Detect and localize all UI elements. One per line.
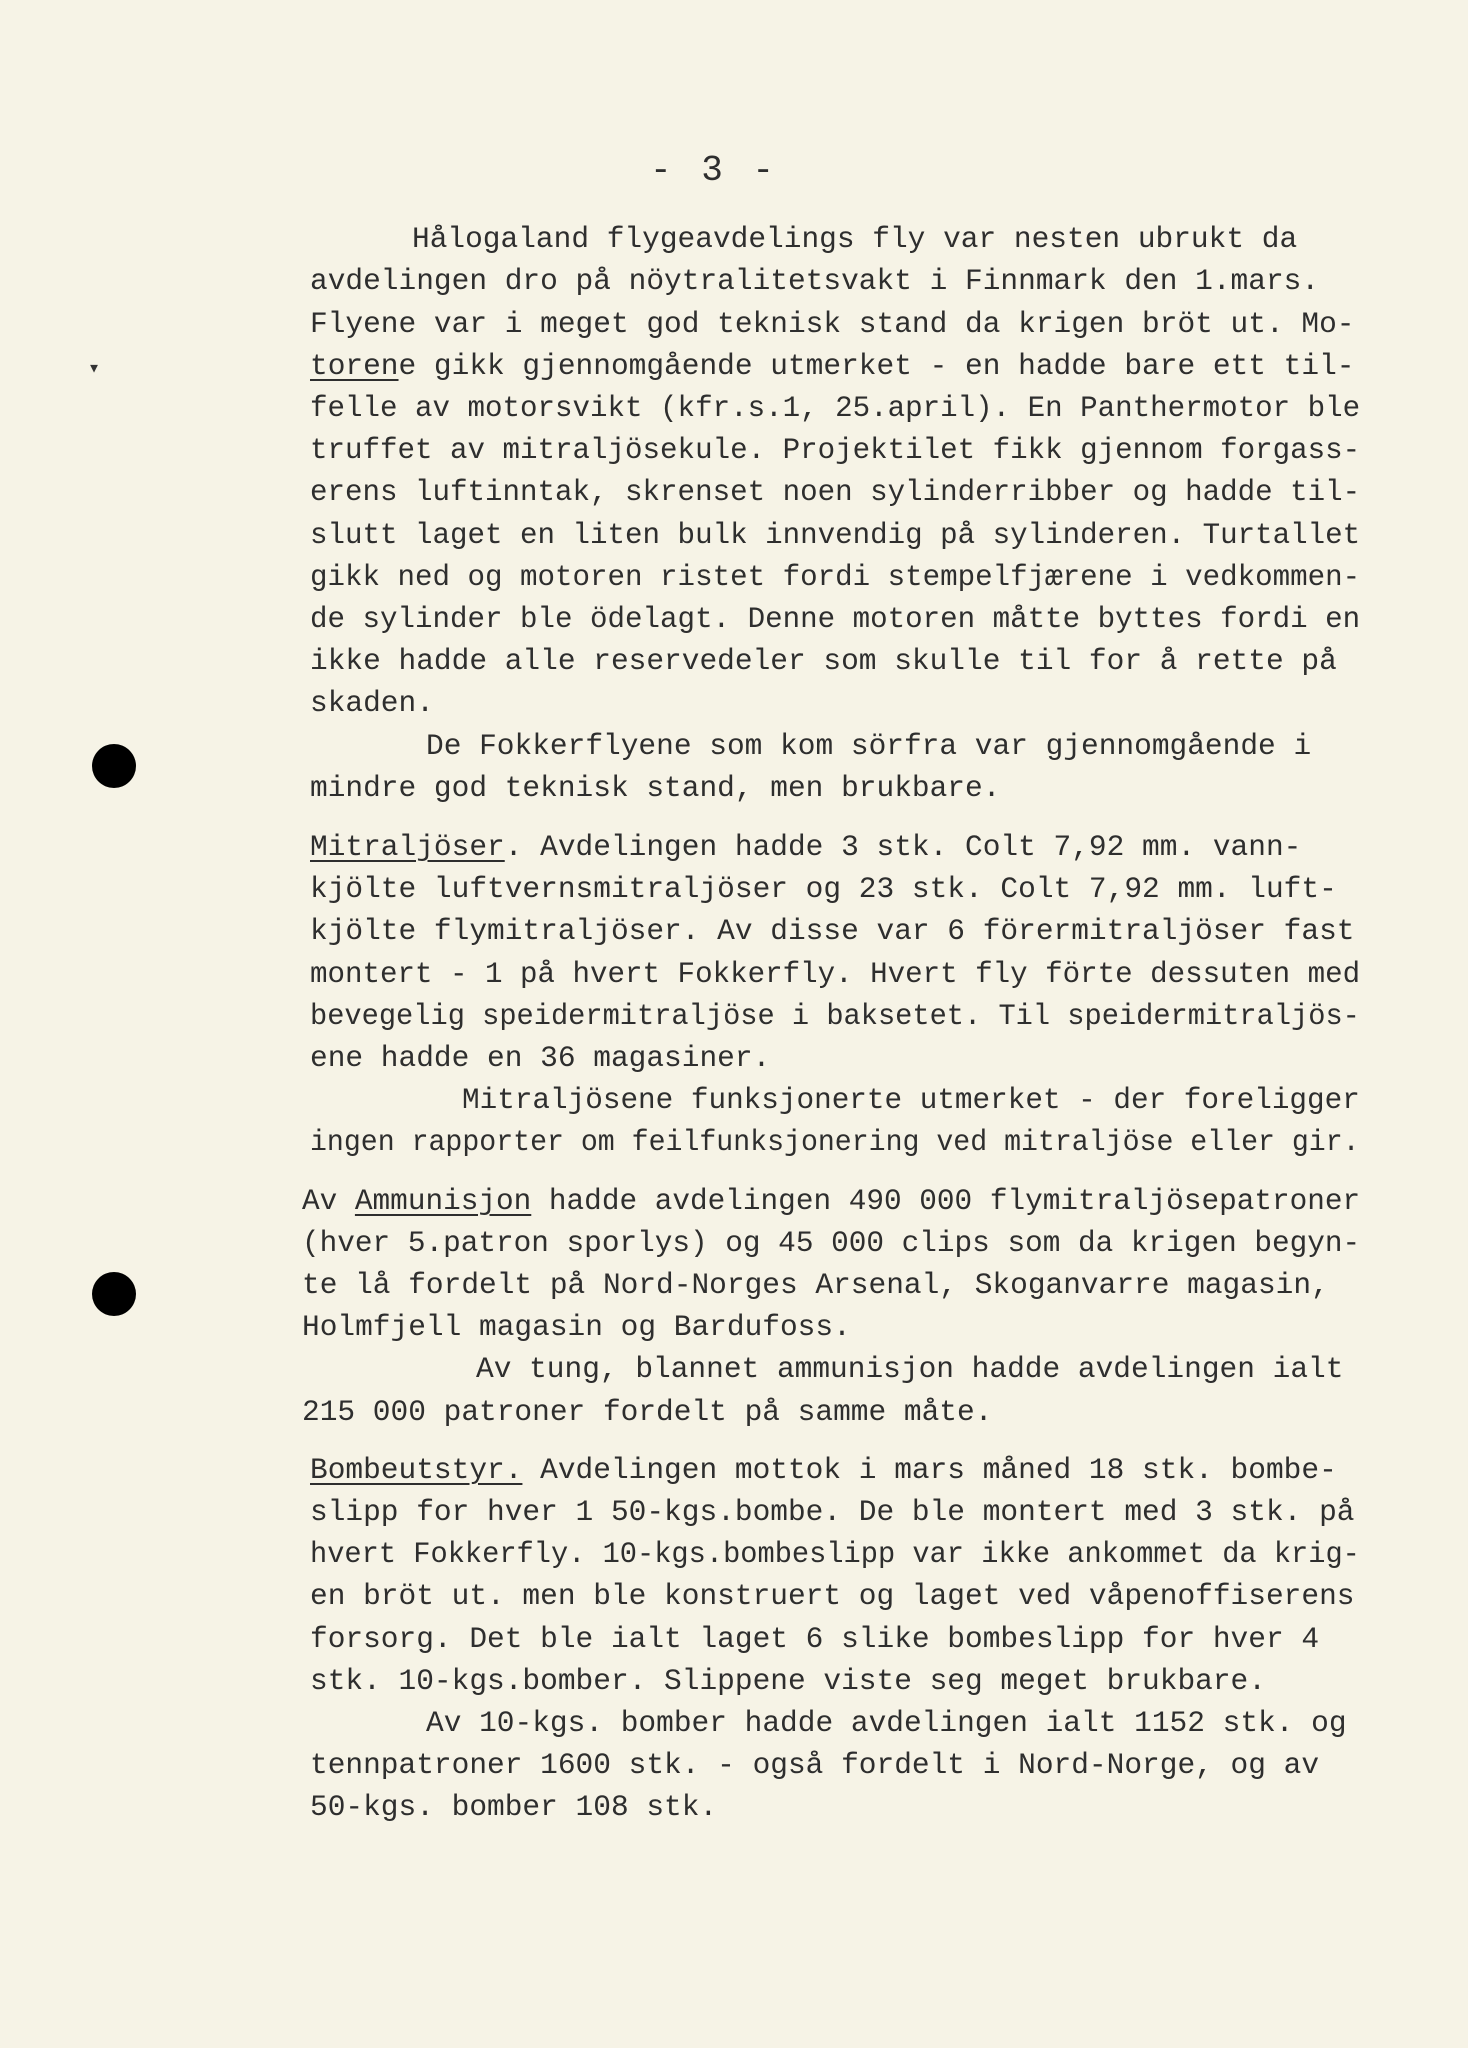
text-line: felle av motorsvikt (kfr.s.1, 25.april). En Panthermotor ble xyxy=(310,391,1361,425)
text-line: truffet av mitraljösekule. Projektilet fikk gjennom forgass- xyxy=(310,433,1361,467)
text-line: ingen rapporter om feilfunksjonering ved mitraljöse eller gir. xyxy=(310,1125,1360,1159)
text-line: slutt laget en liten bulk innvendig på sylinderen. Turtallet xyxy=(310,518,1361,552)
punch-hole-bottom xyxy=(92,1272,136,1316)
text-line: De Fokkerflyene som kom sörfra var gjennomgående i xyxy=(426,729,1312,763)
text-line: Av 10-kgs. bomber hadde avdelingen ialt 1152 stk. og xyxy=(426,1706,1347,1740)
text-line: Mitraljöser. Avdelingen hadde 3 stk. Colt 7,92 mm. vann- xyxy=(310,830,1302,864)
text-line: Av tung, blannet ammunisjon hadde avdelingen ialt xyxy=(476,1352,1344,1386)
text-line: en bröt ut. men ble konstruert og laget ved våpenoffiserens xyxy=(310,1579,1355,1613)
text-line: forsorg. Det ble ialt laget 6 slike bombeslipp for hver 4 xyxy=(310,1622,1320,1656)
text-line: ikke hadde alle reservedeler som skulle til for å rette på xyxy=(310,644,1337,678)
text-line: (hver 5.patron sporlys) og 45 000 clips som da krigen begyn- xyxy=(302,1226,1361,1260)
text-line: bevegelig speidermitraljöse i baksetet. Til speidermitraljös- xyxy=(310,999,1360,1033)
text-line: mindre god teknisk stand, men brukbare. xyxy=(310,771,1001,805)
text-line: ene hadde en 36 magasiner. xyxy=(310,1041,771,1075)
text-line: torene gikk gjennomgående utmerket - en hadde bare ett til- xyxy=(310,349,1355,383)
text-line: stk. 10-kgs.bomber. Slippene viste seg meget brukbare. xyxy=(310,1664,1266,1698)
text-line: skaden. xyxy=(310,686,434,720)
text-line: tennpatroner 1600 stk. - også fordelt i Nord-Norge, og av xyxy=(310,1748,1320,1782)
text-line: slipp for hver 1 50-kgs.bombe. De ble montert med 3 stk. på xyxy=(310,1495,1355,1529)
text-line: te lå fordelt på Nord-Norges Arsenal, Skoganvarre magasin, xyxy=(302,1268,1329,1302)
text-line: gikk ned og motoren ristet fordi stempelfjærene i vedkommen- xyxy=(310,560,1361,594)
text-line: hvert Fokkerfly. 10-kgs.bombeslipp var ikke ankommet da krig- xyxy=(310,1537,1360,1571)
text-line: kjölte luftvernsmitraljöser og 23 stk. Colt 7,92 mm. luft- xyxy=(310,872,1337,906)
text-line: Av Ammunisjon hadde avdelingen 490 000 flymitraljösepatroner xyxy=(302,1184,1361,1218)
text-line: avdelingen dro på nöytralitetsvakt i Finnmark den 1.mars. xyxy=(310,264,1320,298)
punch-hole-top xyxy=(92,744,136,788)
text-line: montert - 1 på hvert Fokkerfly. Hvert fly förte dessuten med xyxy=(310,957,1361,991)
text-line: Holmfjell magasin og Bardufoss. xyxy=(302,1310,851,1344)
text-line: Mitraljösene funksjonerte utmerket - der foreligger xyxy=(462,1083,1360,1117)
text-line: erens luftinntak, skrenset noen sylinderribber og hadde til- xyxy=(310,475,1361,509)
text-line: Hålogaland flygeavdelings fly var nesten ubrukt da xyxy=(412,222,1298,256)
text-line: Bombeutstyr. Avdelingen mottok i mars måned 18 stk. bombe- xyxy=(310,1453,1337,1487)
text-line: 215 000 patroner fordelt på samme måte. xyxy=(302,1395,993,1429)
text-line: kjölte flymitraljöser. Av disse var 6 förermitraljöser fast xyxy=(310,914,1355,948)
page-number: - 3 - xyxy=(650,150,779,191)
text-line: 50-kgs. bomber 108 stk. xyxy=(310,1790,718,1824)
text-line: Flyene var i meget god teknisk stand da krigen bröt ut. Mo- xyxy=(310,307,1355,341)
margin-mark: ▾ xyxy=(88,358,101,381)
text-line: de sylinder ble ödelagt. Denne motoren måtte byttes fordi en xyxy=(310,602,1361,636)
